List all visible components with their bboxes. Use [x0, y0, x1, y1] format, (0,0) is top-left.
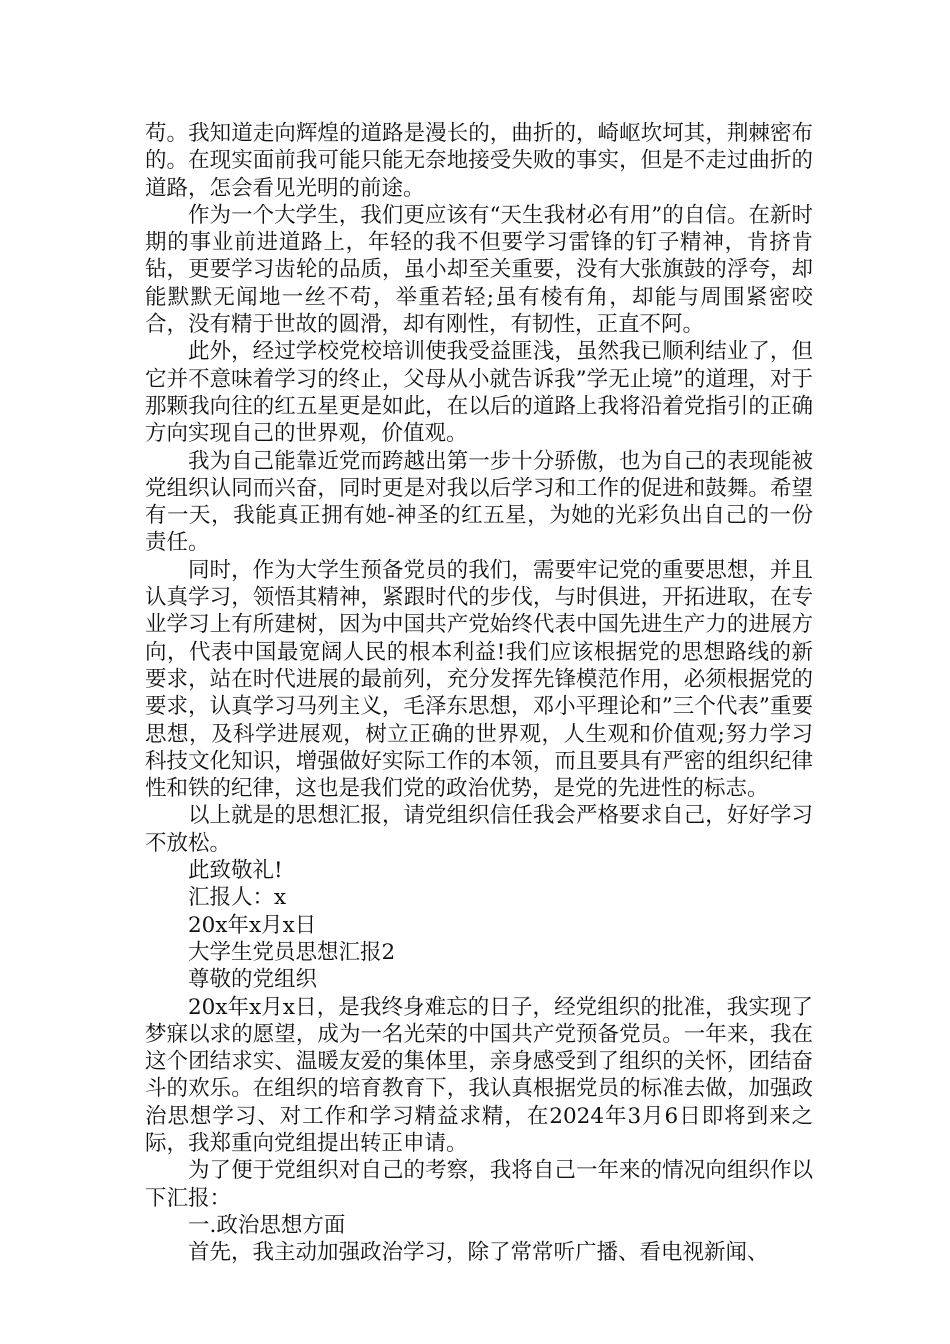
- paragraph-2: 作为一个大学生，我们更应该有“天生我材必有用”的自信。在新时期的事业前进道路上，年轻的我不但要学习雷锋的钉子精神，肯挤肯钻，更要学习齿轮的品质，虽小却至关重要，没有大张旗鼓的浮夸，却能默默无闻地一丝不苟，举重若轻;虽有棱有角，却能与周围紧密咬合，没有精于世故的圆滑，却有刚性，有韧性，正直不阿。: [145, 202, 813, 338]
- paragraph-7: 20x年x月x日，是我终身难忘的日子，经党组织的批准，我实现了梦寐以求的愿望，成为一名光荣的中国共产党预备党员。一年来，我在这个团结求实、温暖友爱的集体里，亲身感受到了组织的关怀，团结奋斗的欢乐。在组织的培育教育下，我认真根据党员的标准去做，加强政治思想学习、对工作和学习精益求精，在2024年3月6日即将到来之际，我郑重向党组提出转正申请。: [145, 994, 813, 1156]
- section-title: 大学生党员思想汇报2: [188, 939, 396, 965]
- greeting-line: 尊敬的党组织: [188, 967, 318, 993]
- closing-salutation: 此致敬礼!: [188, 858, 283, 884]
- paragraph-3: 此外，经过学校党校培训使我受益匪浅，虽然我已顺利结业了，但它并不意味着学习的终止，父母从小就告诉我”学无止境”的道理，对于那颗我向往的红五星更是如此，在以后的道路上我将沿着党指引的正确方向实现自己的世界观，价值观。: [145, 339, 813, 447]
- reporter-line: 汇报人：x: [188, 885, 287, 911]
- paragraph-5: 同时，作为大学生预备党员的我们，需要牢记党的重要思想，并且认真学习，领悟其精神，紧跟时代的步伐，与时俱进，开拓进取，在专业学习上有所建树，因为中国共产党始终代表中国先进生产力的进展方向，代表中国最宽阔人民的根本利益!我们应该根据党的思想路线的新要求，站在时代进展的最前列，充分发挥先锋模范作用，必须根据党的要求，认真学习马列主义，毛泽东思想，邓小平理论和”三个代表”重要思想，及科学进展观，树立正确的世界观，人生观和价值观;努力学习科技文化知识，增强做好实际工作的本领，而且要具有严密的组织纪律性和铁的纪律，这也是我们党的政治优势，是党的先进性的标志。: [145, 557, 813, 802]
- paragraph-9: 首先，我主动加强政治学习，除了常常听广播、看电视新闻、: [188, 1240, 769, 1266]
- paragraph-8: 为了便于党组织对自己的考察，我将自己一年来的情况向组织作以下汇报：: [145, 1158, 813, 1211]
- date-line: 20x年x月x日: [188, 912, 317, 938]
- paragraph-6: 以上就是的思想汇报，请党组织信任我会严格要求自己，好好学习不放松。: [145, 803, 813, 856]
- paragraph-4: 我为自己能靠近党而跨越出第一步十分骄傲，也为自己的表现能被党组织认同而兴奋，同时更是对我以后学习和工作的促进和鼓舞。希望有一天，我能真正拥有她-神圣的红五星，为她的光彩负出自己的一份责任。: [145, 448, 813, 556]
- subsection-heading: 一.政治思想方面: [188, 1212, 346, 1238]
- paragraph-1: 苟。我知道走向辉煌的道路是漫长的，曲折的，崎岖坎坷其，荆棘密布的。在现实面前我可能只能无奈地接受失败的事实，但是不走过曲折的道路，怎会看见光明的前途。: [145, 121, 813, 201]
- document-page: [145, 120, 813, 1266]
